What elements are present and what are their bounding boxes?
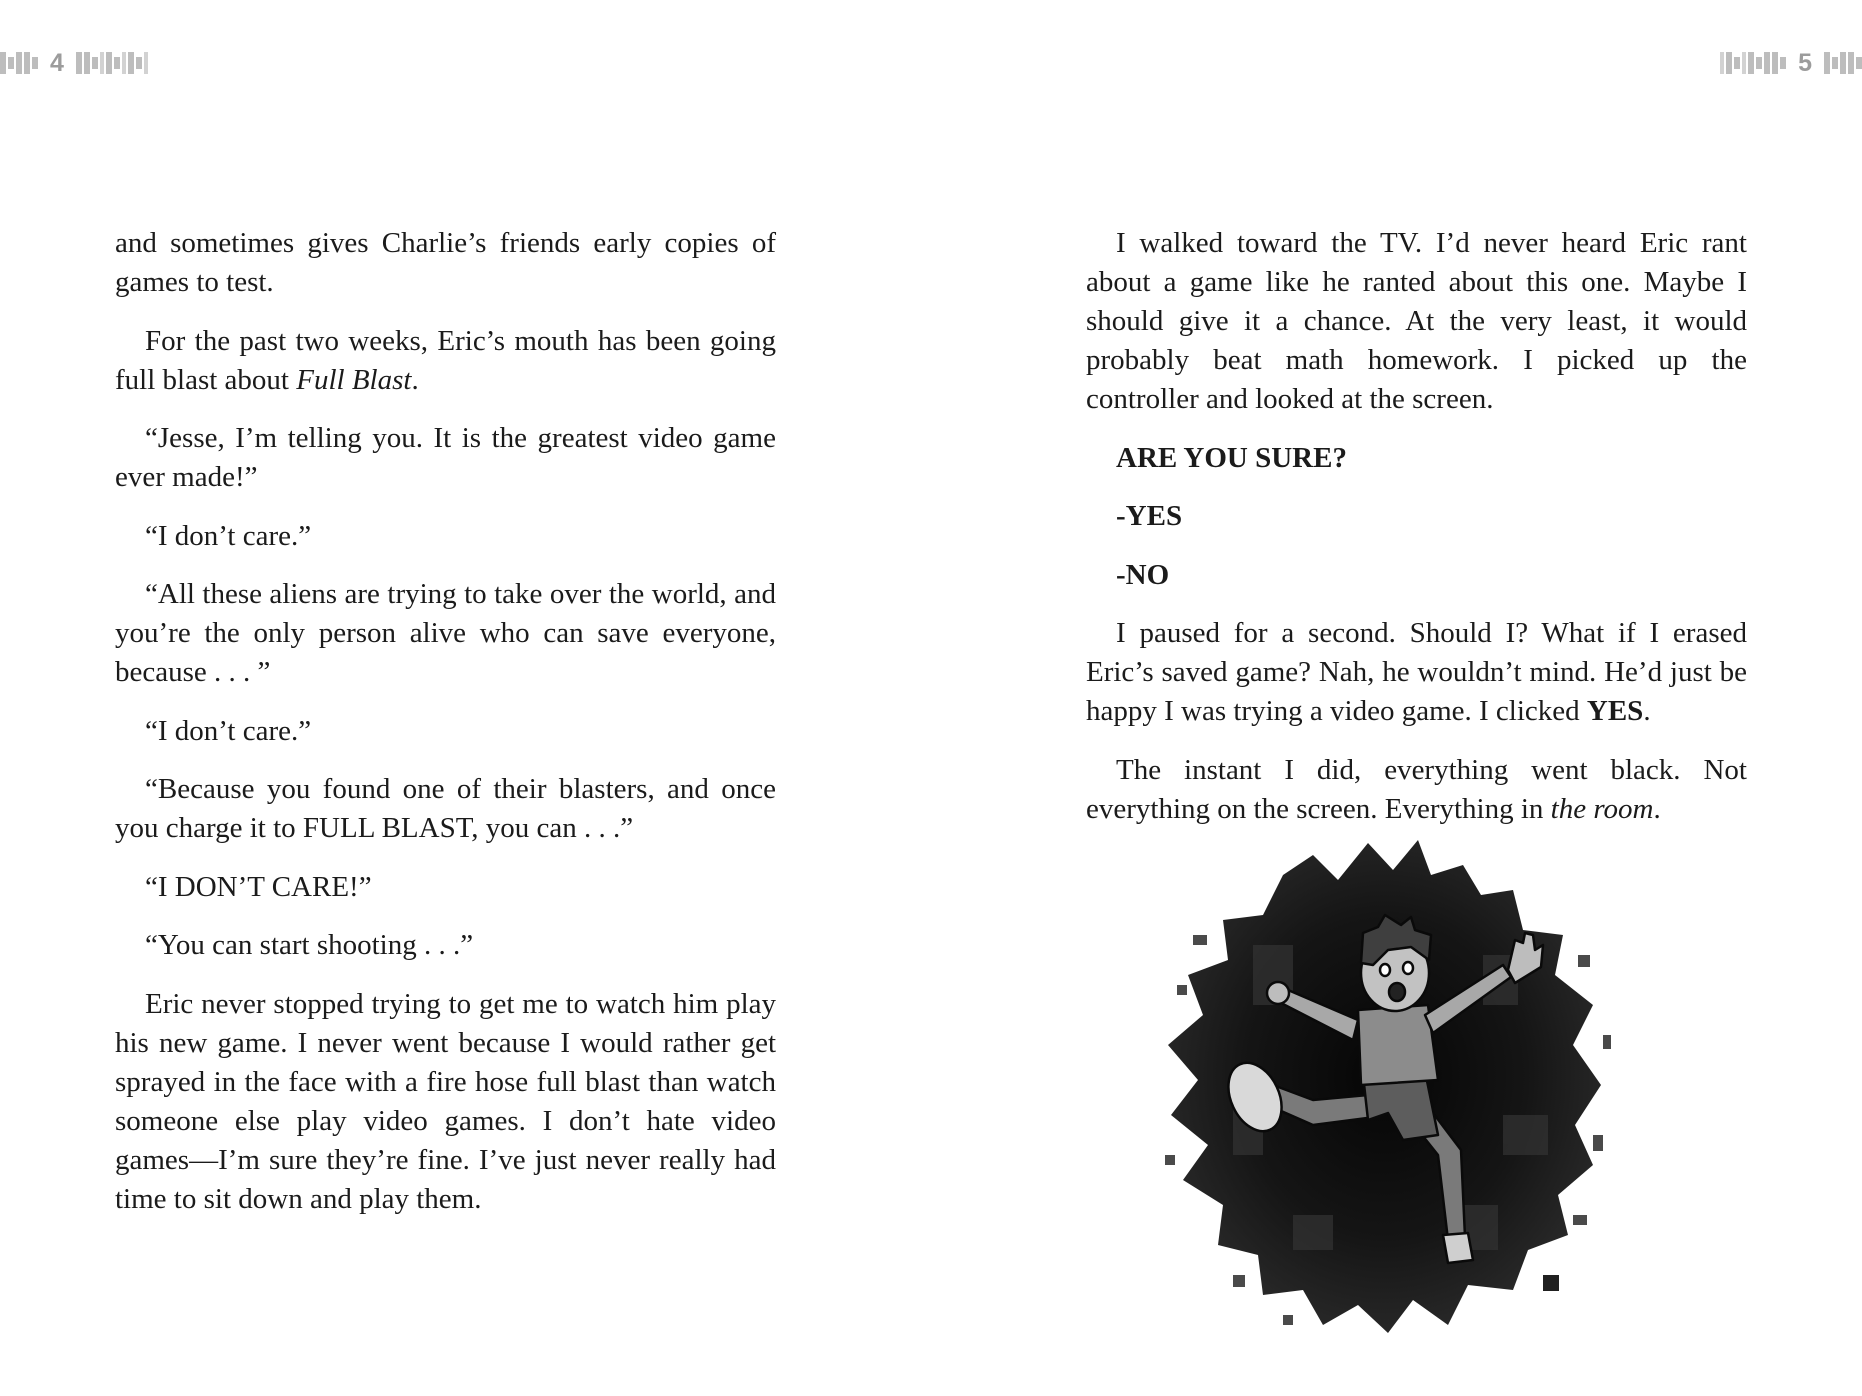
paragraph: I walked toward the TV. I’d never heard Eric rant about a game like he ranted about this one. Maybe I should give it a chance. At the very least, it would probably beat math homework. I picked up the controller and looked at the screen.	[1086, 227, 1747, 415]
game-prompt: ARE YOU SURE?	[1116, 441, 1347, 474]
paragraph: “Because you found one of their blasters, and once you charge it to FULL BLAST, you can . . .”	[115, 773, 776, 844]
italic-the-room: the room	[1550, 792, 1654, 825]
running-header-right	[1720, 48, 1862, 78]
paragraph: For the past two weeks, Eric’s mouth has been going full blast about Full Blast.	[115, 324, 776, 396]
paragraph: “Jesse, I’m telling you. It is the greatest video game ever made!”	[115, 422, 776, 493]
title-logo-pixel	[76, 51, 148, 75]
bold-yes: YES	[1586, 695, 1644, 727]
series-logo-pixel	[1824, 51, 1862, 75]
paragraph: “I don’t care.”	[145, 714, 312, 747]
paragraph: Eric never stopped trying to get me to watch him play his new game. I never went because I would rather get sprayed in the face with a fire hose full blast than watch someone else play video games. I don’t hate video games—I’m sure they’re fine. I’ve just never really had time to sit down and play them.	[115, 987, 776, 1215]
chapter-logo-pixel	[1720, 51, 1786, 75]
paragraph: “All these aliens are trying to take over the world, and you’re the only person alive who can save everyone, because . . . ”	[115, 578, 776, 688]
page-number: 5	[1798, 48, 1812, 77]
boy-falling-into-darkness-illustration	[1163, 835, 1613, 1335]
page-number: 4	[50, 48, 64, 77]
right-page	[931, 0, 1862, 1396]
paragraph: “I don’t care.”	[145, 519, 312, 552]
paragraph: “You can start shooting . . .”	[145, 929, 474, 961]
book-title-italic: Full Blast	[296, 363, 412, 396]
body-text-left	[115, 224, 776, 1238]
body-text-right	[1086, 224, 1747, 848]
running-header-left	[0, 48, 148, 78]
paragraph: “I DON’T CARE!”	[145, 870, 372, 903]
series-logo-pixel	[0, 51, 38, 75]
paragraph: and sometimes gives Charlie’s friends early copies of games to test.	[115, 227, 776, 298]
paragraph: I paused for a second. Should I? What if I erased Eric’s saved game? Nah, he wouldn’t mind. He’d just be happy I was trying a video game. I clicked YES.	[1086, 617, 1747, 727]
paragraph: The instant I did, everything went black. Not everything on the screen. Everything in the room.	[1086, 753, 1747, 825]
game-option-no: -NO	[1116, 558, 1170, 591]
game-option-yes: -YES	[1116, 500, 1183, 532]
